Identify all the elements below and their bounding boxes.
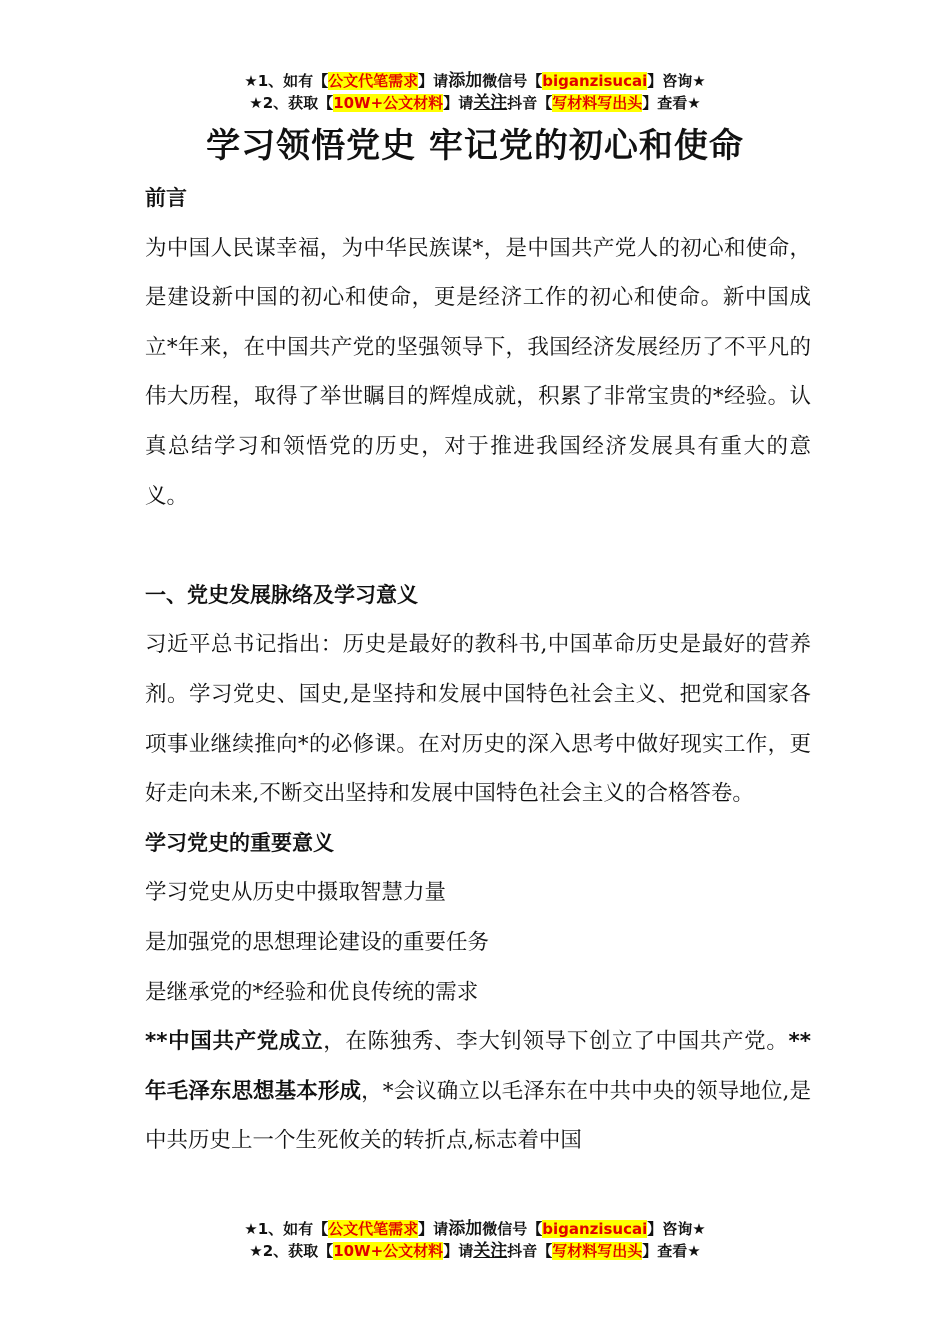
banner-line-1: ★1、如有【公文代笔需求】请添加微信号【biganzisucai】咨询★ bbox=[244, 71, 706, 91]
top-banner bbox=[0, 70, 950, 114]
banner-wechat-id: biganzisucai bbox=[542, 1220, 648, 1238]
banner-highlight: 10W+公文材料 bbox=[333, 1242, 444, 1260]
banner-highlight: 公文代笔需求 bbox=[328, 72, 419, 90]
preface-heading: 前言 bbox=[145, 186, 187, 210]
preface-paragraph: 为中国人民谋幸福，为中华民族谋*，是中国共产党人的初心和使命，是建设新中国的初心和使命，更是经济工作的初心和使命。新中国成立*年来，在中国共产党的坚强领导下，我国经济发展经历了不平凡的伟大历程，取得了举世瞩目的辉煌成就，积累了非常宝贵的*经验。认真总结学习和领悟党的历史，对于推进我国经济发展具有重大的意义。 bbox=[145, 235, 811, 509]
banner-line-1: ★1、如有【公文代笔需求】请添加微信号【biganzisucai】咨询★ bbox=[244, 1219, 706, 1239]
significance-item: 是继承党的*经验和优良传统的需求 bbox=[145, 979, 479, 1005]
document-title: 学习领悟党史 牢记党的初心和使命 bbox=[206, 126, 744, 166]
paragraph-spacer bbox=[145, 521, 811, 571]
section-1-heading: 一、党史发展脉络及学习意义 bbox=[145, 582, 418, 607]
bottom-banner bbox=[0, 1218, 950, 1262]
banner-douyin-id: 写材料写出头 bbox=[552, 94, 643, 112]
history-paragraph: **中国共产党成立，在陈独秀、李大钊领导下创立了中国共产党。**年毛泽东思想基本形成，*会议确立以毛泽东在中共中央的领导地位,是中共历史上一个生死攸关的转折点,标志着中国 bbox=[145, 1029, 811, 1154]
history-bold-2: **年毛泽东思想基本形成 bbox=[145, 1029, 811, 1104]
banner-line-2: ★2、获取【10W+公文材料】请关注抖音【写材料写出头】查看★ bbox=[249, 1241, 701, 1261]
banner-highlight: 10W+公文材料 bbox=[333, 94, 444, 112]
banner-wechat-id: biganzisucai bbox=[542, 72, 648, 90]
section-1-paragraph: 习近平总书记指出：历史是最好的教科书,中国革命历史是最好的营养剂。学习党史、国史,是坚持和发展中国特色社会主义、把党和国家各项事业继续推向*的必修课。在对历史的深入思考中做好现实工作，更好走向未来,不断交出坚持和发展中国特色社会主义的合格答卷。 bbox=[145, 632, 811, 807]
significance-item: 是加强党的思想理论建设的重要任务 bbox=[145, 929, 490, 955]
significance-item: 学习党史从历史中摄取智慧力量 bbox=[145, 880, 447, 906]
history-bold-1: **中国共产党成立 bbox=[145, 1029, 324, 1055]
document-body bbox=[145, 174, 811, 1166]
banner-line-2: ★2、获取【10W+公文材料】请关注抖音【写材料写出头】查看★ bbox=[249, 93, 701, 113]
banner-highlight: 公文代笔需求 bbox=[328, 1220, 419, 1238]
banner-douyin-id: 写材料写出头 bbox=[552, 1242, 643, 1260]
significance-heading: 学习党史的重要意义 bbox=[145, 830, 334, 855]
